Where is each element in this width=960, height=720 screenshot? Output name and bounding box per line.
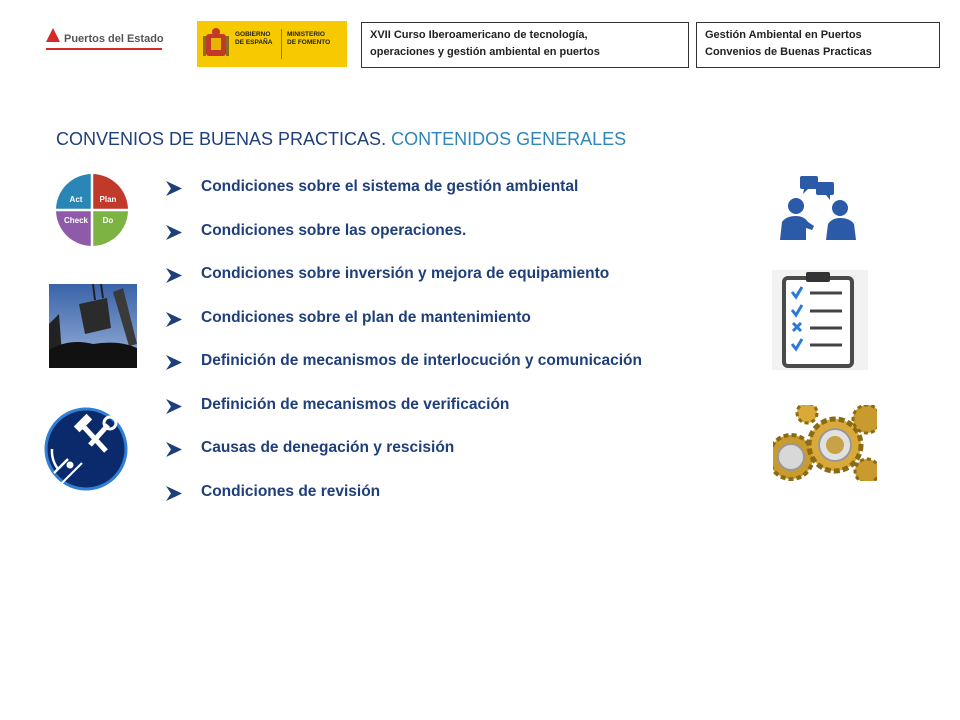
gov-logo-separator bbox=[281, 29, 282, 59]
coat-of-arms-icon bbox=[203, 28, 229, 60]
gear-coins-icon bbox=[773, 405, 877, 481]
pdca-do-label: Do bbox=[102, 216, 114, 225]
list-item-label: Causas de denegación y rescisión bbox=[201, 439, 455, 456]
arrow-bullet-icon bbox=[166, 225, 182, 240]
list-item bbox=[166, 265, 746, 309]
arrow-bullet-icon bbox=[166, 355, 182, 370]
list-item bbox=[166, 483, 746, 527]
topic-line-1: Gestión Ambiental en Puertos bbox=[705, 29, 862, 41]
course-line-2: operaciones y gestión ambiental en puertos bbox=[370, 46, 600, 58]
puertos-logo-text: Puertos del Estado bbox=[64, 33, 164, 45]
title-part-1: CONVENIOS DE BUENAS PRACTICAS. bbox=[56, 129, 387, 149]
content-list bbox=[166, 178, 746, 526]
pdca-cycle-icon bbox=[54, 172, 130, 248]
people-conversation-icon bbox=[778, 174, 858, 242]
puertos-logo-mark bbox=[46, 28, 60, 42]
arrow-bullet-icon bbox=[166, 399, 182, 414]
gov-line-1: GOBIERNO bbox=[235, 31, 271, 38]
list-item bbox=[166, 178, 746, 222]
pdca-plan-label: Plan bbox=[99, 195, 117, 204]
arrow-bullet-icon bbox=[166, 268, 182, 283]
gov-line-2: DE ESPAÑA bbox=[235, 39, 273, 46]
gov-text bbox=[235, 31, 272, 47]
checklist-clipboard-icon bbox=[772, 270, 868, 370]
topic-box bbox=[696, 22, 940, 68]
ministry-line-2: DE FOMENTO bbox=[287, 39, 331, 46]
puertos-logo-underline bbox=[46, 48, 162, 50]
list-item bbox=[166, 352, 746, 396]
gobierno-espana-logo bbox=[197, 21, 347, 67]
list-item-label: Condiciones sobre las operaciones. bbox=[201, 221, 467, 239]
list-item-label: Definición de mecanismos de interlocución y comunicación bbox=[201, 352, 642, 369]
crane-photo bbox=[49, 284, 137, 368]
title-part-2: CONTENIDOS GENERALES bbox=[386, 129, 627, 149]
list-item bbox=[166, 309, 746, 353]
ministry-line-1: MINISTERIO bbox=[287, 31, 325, 38]
puertos-del-estado-logo bbox=[44, 24, 164, 64]
list-item-label: Condiciones sobre el sistema de gestión ambiental bbox=[201, 178, 579, 195]
list-item bbox=[166, 396, 746, 440]
topic-line-2: Convenios de Buenas Practicas bbox=[705, 46, 872, 58]
list-item bbox=[166, 222, 746, 266]
tools-gauge-icon bbox=[44, 403, 128, 495]
page-title bbox=[56, 129, 626, 150]
arrow-bullet-icon bbox=[166, 442, 182, 457]
list-item-label: Condiciones de revisión bbox=[201, 482, 381, 500]
list-item-label: Condiciones sobre el plan de mantenimiento bbox=[201, 308, 531, 326]
list-item bbox=[166, 439, 746, 483]
pdca-act-label: Act bbox=[69, 195, 83, 204]
arrow-bullet-icon bbox=[166, 181, 182, 196]
arrow-bullet-icon bbox=[166, 486, 182, 501]
pdca-check-label: Check bbox=[63, 216, 89, 225]
list-item-label: Definición de mecanismos de verificación bbox=[201, 395, 510, 413]
list-item-label: Condiciones sobre inversión y mejora de equipamiento bbox=[201, 265, 610, 282]
ministry-text bbox=[287, 31, 330, 47]
course-title-box bbox=[361, 22, 689, 68]
arrow-bullet-icon bbox=[166, 312, 182, 327]
course-line-1: XVII Curso Iberoamericano de tecnología, bbox=[370, 29, 588, 41]
